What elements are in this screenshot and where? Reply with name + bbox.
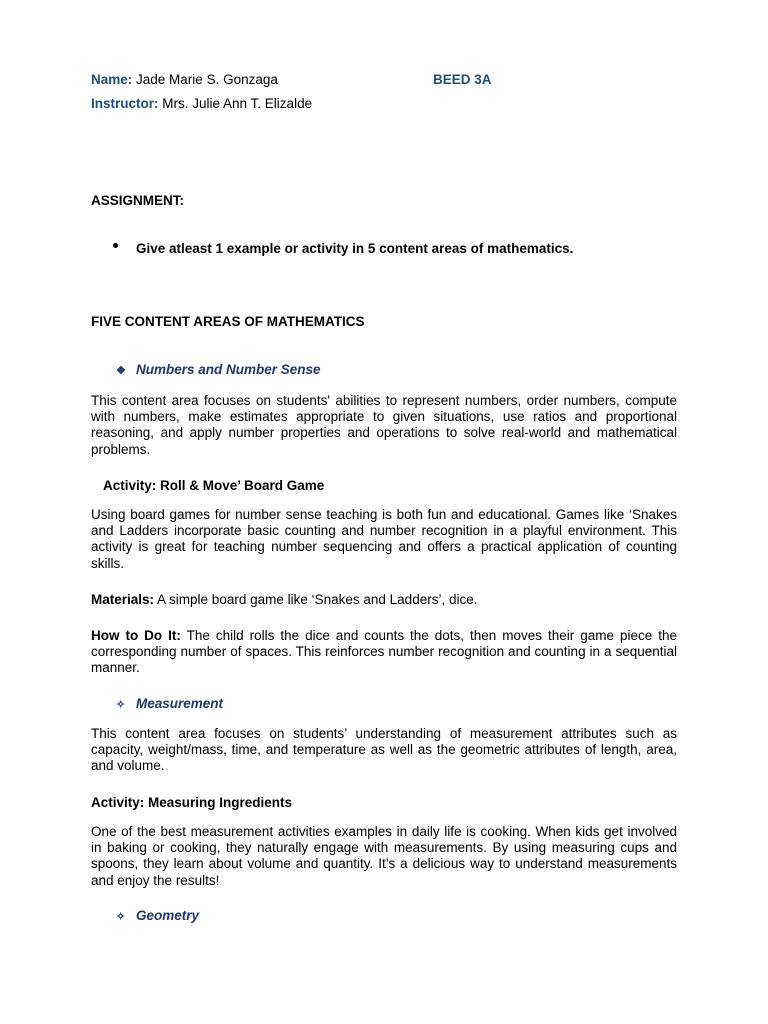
section-title: Numbers and Number Sense [136, 362, 321, 377]
bullet-dot-icon [113, 243, 118, 248]
numbers-activity-heading: Activity: Roll & Move’ Board Game [103, 478, 325, 493]
diamond-bullet-icon: ✧ [116, 911, 126, 923]
name-label: Name: [91, 72, 133, 87]
section-title: Measurement [136, 696, 224, 711]
numbers-activity-description: Using board games for number sense teaching is both fun and educational. Games like ‘Snakes and Ladders incorporate basic counting and number recognition in a playful environment. This activity is great for teaching number sequencing and offers a practical application of counting skills. [91, 507, 677, 571]
how-to-label: How to Do It: [91, 628, 181, 643]
measurement-activity-description: One of the best measurement activities examples in daily life is cooking. When kids get involved in baking or cooking, they naturally engage with measurements. By using measuring cups and spoons, they learn about volume and quantity. It’s a delicious way to understand measurements and enjoy the results! [91, 824, 677, 888]
section-heading-measurement [116, 696, 223, 711]
board-games-link[interactable]: Using board games [91, 507, 210, 522]
diamond-bullet-icon: ❖ [116, 365, 126, 377]
name-row [91, 72, 278, 87]
instructor-row [91, 96, 312, 111]
instructor-label: Instructor: [91, 96, 159, 111]
section-heading-geometry [116, 908, 199, 923]
assignment-bullet: Give atleast 1 example or activity in 5 content areas of mathematics. [136, 241, 574, 256]
section-code: BEED 3A [433, 72, 492, 87]
numbers-materials: Materials: A simple board game like ‘Snakes and Ladders’, dice. [91, 592, 478, 607]
name-value: Jade Marie S. Gonzaga [136, 72, 278, 87]
assignment-heading: ASSIGNMENT: [91, 193, 185, 208]
instructor-value: Mrs. Julie Ann T. Elizalde [162, 96, 313, 111]
measurement-activity-heading: Activity: Measuring Ingredients [91, 795, 293, 810]
section-heading-numbers [116, 362, 321, 377]
measurement-intro: This content area focuses on students’ understanding of measurement attributes such as capacity, weight/mass, time, and temperature as well as the geometric attributes of length, area, and volume. [91, 726, 677, 774]
numbers-intro: This content area focuses on students' abilities to represent numbers, order numbers, compute with numbers, make estimates appropriate to given situations, use ratios and proportional reasoning, and apply number properties and operations to solve real-world and mathematical problems. [91, 393, 677, 457]
materials-label: Materials: [91, 592, 155, 607]
diamond-bullet-icon: ✧ [116, 699, 126, 711]
numbers-how-to: How to Do It: The child rolls the dice and counts the dots, then moves their game piece the corresponding number of spaces. This reinforces number recognition and counting in a sequential manner. [91, 628, 677, 676]
quantity-link[interactable]: quantity [323, 856, 370, 872]
section-title: Geometry [136, 908, 200, 923]
main-heading: FIVE CONTENT AREAS OF MATHEMATICS [91, 314, 365, 329]
